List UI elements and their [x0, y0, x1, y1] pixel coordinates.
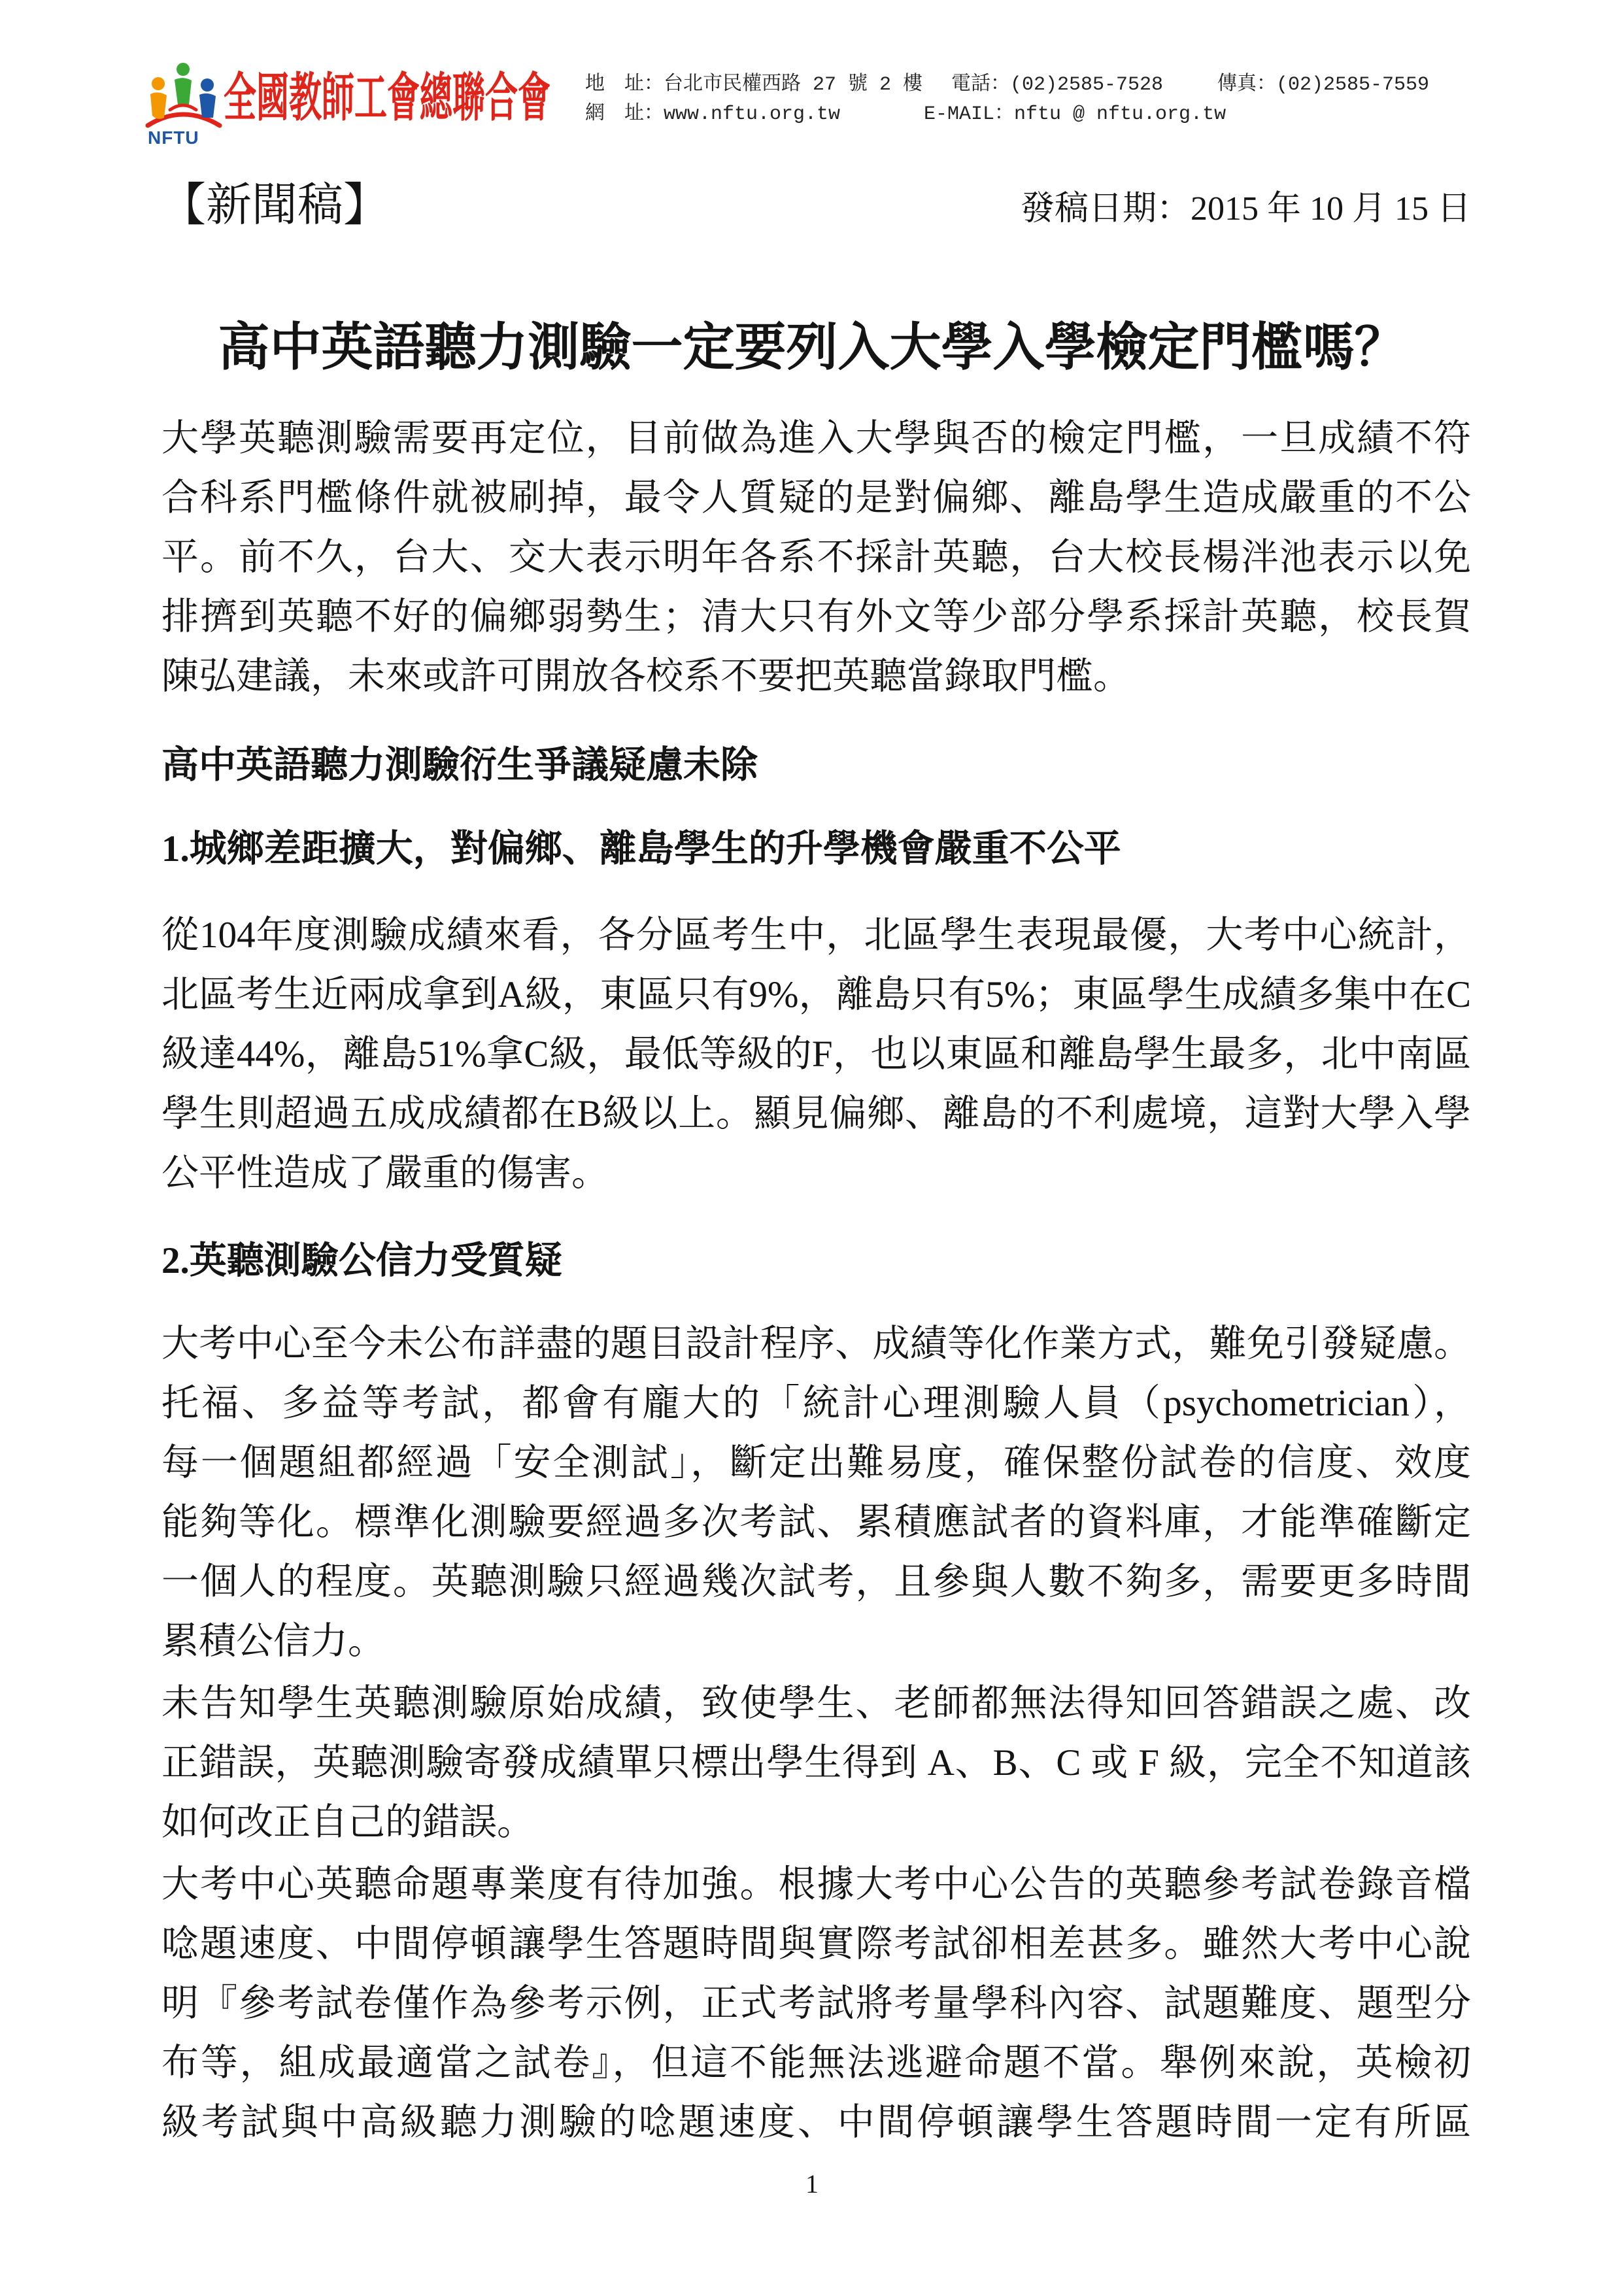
point1-heading: 1.城鄉差距擴大，對偏鄉、離島學生的升學機會嚴重不公平	[161, 828, 1121, 869]
point2-line: 能夠等化。標準化測驗要經過多次考試、累積應試者的資料庫，才能準確斷定	[161, 1502, 1471, 1543]
intro-paragraph	[161, 409, 1471, 706]
point2-line: 一個人的程度。英聽測驗只經過幾次試考，且參與人數不夠多，需要更多時間	[161, 1561, 1471, 1602]
point1-line: 從104年度測驗成績來看，各分區考生中，北區學生表現最優，大考中心統計，	[161, 915, 1471, 956]
point1-line: 公平性造成了嚴重的傷害。	[161, 1153, 609, 1194]
point2-line: 托福、多益等考試，都會有龐大的「統計心理測驗人員（psychometrician），	[161, 1383, 1471, 1424]
page-number: 1	[805, 2169, 819, 2199]
point2-line: 大考中心至今未公布詳盡的題目設計程序、成績等化作業方式，難免引發疑慮。	[161, 1323, 1471, 1364]
org-name-logo-text: 全國教師工會總聯合會	[224, 67, 550, 129]
website-text: 網 址：www.nftu.org.tw	[585, 103, 841, 126]
point2-paragraph-2	[161, 1674, 1471, 1852]
point2-line: 累積公信力。	[161, 1621, 385, 1662]
point2-heading: 2.英聽測驗公信力受質疑	[161, 1240, 562, 1281]
point2-paragraph-1	[161, 1314, 1471, 1671]
intro-line: 大學英聽測驗需要再定位，目前做為進入大學與否的檢定門檻，一旦成績不符	[161, 418, 1471, 459]
document-title: 高中英語聽力測驗一定要列入大學入學檢定門檻嗎？	[218, 320, 1406, 377]
fax-text: 傳真：(02)2585-7559	[1217, 74, 1430, 96]
release-date: 發稿日期：2015 年 10 月 15 日	[1020, 190, 1471, 228]
org-abbreviation-logo-text: NFTU	[148, 127, 199, 148]
section-heading: 高中英語聽力測驗衍生爭議疑慮未除	[161, 745, 758, 786]
point2-line: 未告知學生英聽測驗原始成績，致使學生、老師都無法得知回答錯誤之處、改	[161, 1683, 1471, 1724]
intro-line: 合科系門檻條件就被刷掉，最令人質疑的是對偏鄉、離島學生造成嚴重的不公	[161, 477, 1471, 518]
point2-line: 級考試與中高級聽力測驗的唸題速度、中間停頓讓學生答題時間一定有所區	[161, 2102, 1471, 2143]
point1-paragraph	[161, 905, 1471, 1203]
point1-line: 北區考生近兩成拿到A級，東區只有9%，離島只有5%；東區學生成績多集中在C	[161, 974, 1471, 1015]
point2-line: 唸題速度、中間停頓讓學生答題時間與實際考試卻相差甚多。雖然大考中心說	[161, 1923, 1471, 1965]
point1-line: 級達44%，離島51%拿C級，最低等級的F，也以東區和離島學生最多，北中南區	[161, 1034, 1471, 1075]
point2-line: 如何改正自己的錯誤。	[161, 1802, 534, 1843]
point2-line: 大考中心英聽命題專業度有待加強。根據大考中心公告的英聽參考試卷錄音檔	[161, 1864, 1471, 1905]
address-text: 地 址：台北市民權西路 27 號 2 樓	[585, 74, 923, 96]
email-text: E-MAIL：nftu @ nftu.org.tw	[924, 103, 1226, 126]
point2-line: 每一個題組都經過「安全測試」，斷定出難易度，確保整份試卷的信度、效度	[161, 1442, 1471, 1483]
intro-line: 平。前不久，台大、交大表示明年各系不採計英聽，台大校長楊泮池表示以免	[161, 537, 1471, 578]
point2-paragraph-3	[161, 1855, 1471, 2152]
teachers-union-emblem-icon	[144, 58, 222, 133]
intro-line: 排擠到英聽不好的偏鄉弱勢生；清大只有外文等少部分學系採計英聽，校長賀	[161, 596, 1471, 637]
phone-text: 電話：(02)2585-7528	[951, 74, 1164, 96]
point2-line: 明『參考試卷僅作為參考示例，正式考試將考量學科內容、試題難度、題型分	[161, 1983, 1471, 2024]
doc-type-label: 【新聞稿】	[160, 180, 389, 231]
point1-line: 學生則超過五成成績都在B級以上。顯見偏鄉、離島的不利處境，這對大學入學	[161, 1093, 1471, 1134]
point2-line: 布等，組成最適當之試卷』，但這不能無法逃避命題不當。舉例來說，英檢初	[161, 2042, 1471, 2083]
intro-line: 陳弘建議，未來或許可開放各校系不要把英聽當錄取門檻。	[161, 656, 1130, 697]
point2-line: 正錯誤，英聽測驗寄發成績單只標出學生得到 A、B、C 或 F 級，完全不知道該	[161, 1742, 1471, 1783]
